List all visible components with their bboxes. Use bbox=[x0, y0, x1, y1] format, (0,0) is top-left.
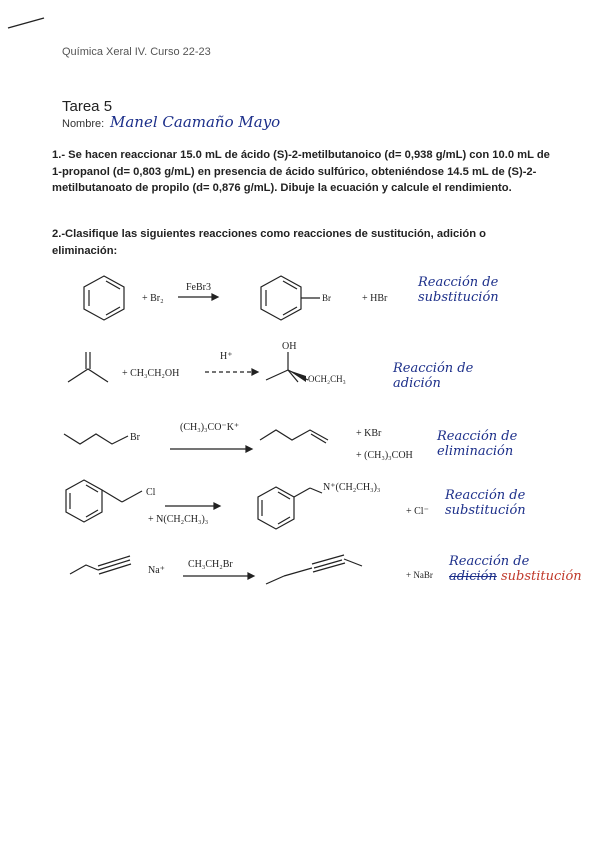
substrate-label-3: Br bbox=[130, 432, 140, 443]
product-label-2: OCH₂CH₃ bbox=[308, 374, 346, 384]
answer-4-line2: substitución bbox=[445, 503, 526, 518]
benzene-ring bbox=[84, 276, 124, 320]
bromobutane bbox=[64, 434, 128, 444]
answer-5 bbox=[449, 554, 599, 584]
answer-5-struck: adición bbox=[449, 569, 497, 584]
substrate-label-5: Na⁺ bbox=[148, 565, 165, 576]
answer-3-line2: eliminación bbox=[437, 444, 514, 459]
byproduct-3a: + KBr bbox=[356, 428, 382, 439]
answer-2-line1: Reacción de bbox=[393, 361, 474, 376]
catalyst-5: CH₃CH₂Br bbox=[188, 559, 233, 570]
substrate-label-4: Cl bbox=[146, 487, 156, 498]
answer-5-correction: substitución bbox=[501, 569, 582, 584]
answer-4 bbox=[445, 488, 565, 518]
byproduct-4: + Cl⁻ bbox=[406, 506, 429, 517]
answer-1 bbox=[418, 275, 558, 305]
product-oh-2: OH bbox=[282, 341, 297, 352]
answer-3 bbox=[437, 429, 557, 459]
answer-5-line1: Reacción de bbox=[449, 554, 530, 569]
bromobenzene-ring bbox=[261, 276, 301, 320]
byproduct-3b: + (CH₃)₃COH bbox=[356, 450, 413, 461]
question-2: 2.-Clasifique las siguientes reacciones como reacciones de sustitución, adición o eliminación: bbox=[52, 228, 486, 257]
byproduct-1: + HBr bbox=[362, 293, 388, 304]
butyne bbox=[70, 565, 98, 574]
catalyst-3: (CH₃)₃CO⁻K⁺ bbox=[180, 422, 240, 433]
answer-2 bbox=[393, 361, 503, 391]
name-label: Nombre: bbox=[62, 118, 105, 130]
answer-2-line2: adición bbox=[393, 376, 441, 391]
answer-1-line2: substitución bbox=[418, 290, 499, 305]
acetone bbox=[68, 369, 108, 382]
catalyst-1: FeBr3 bbox=[186, 282, 211, 293]
hexyne bbox=[266, 576, 284, 584]
answer-1-line1: Reacción de bbox=[418, 275, 499, 290]
product-label-1: Br bbox=[322, 293, 331, 303]
catalyst-2: H⁺ bbox=[220, 351, 233, 362]
benzylammonium-ring bbox=[258, 487, 294, 529]
reagent-1: + Br₂ bbox=[142, 293, 164, 304]
course-header: Química Xeral IV. Curso 22-23 bbox=[62, 46, 211, 58]
question-1: 1.- Se hacen reaccionar 15.0 mL de ácido (S)-2-metilbutanoico (d= 0,938 g/mL) con 10.0 mL de 1-propanol (d= 0,803 g/mL) en presencia de ácido sulfúrico, obteniéndose 14.5 mL de (S)-2-metilbutanoato de propilo (d= 0,876 g/mL). Dibuje la ecuación y calcule el rendimiento. bbox=[52, 149, 550, 194]
answer-3-line1: Reacción de bbox=[437, 429, 518, 444]
byproduct-5: + NaBr bbox=[406, 570, 433, 580]
answer-4-line1: Reacción de bbox=[445, 488, 526, 503]
student-name: Manel Caamaño Mayo bbox=[110, 113, 281, 131]
reagent-2: + CH₃CH₂OH bbox=[122, 368, 180, 379]
benzyl-ring bbox=[66, 480, 102, 522]
page-title: Tarea 5 bbox=[62, 98, 113, 115]
reagent-4: + N(CH₂CH₃)₃ bbox=[148, 514, 209, 525]
product-label-4: N⁺(CH₂CH₃)₃ bbox=[323, 482, 381, 493]
